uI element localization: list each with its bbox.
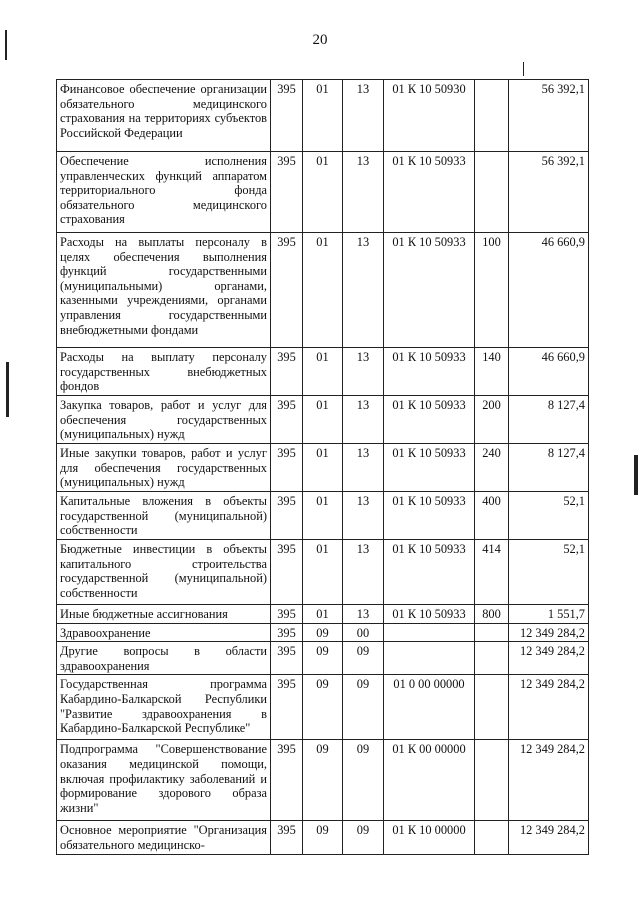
- ministry-code: 395: [271, 396, 303, 444]
- amount: 12 349 284,2: [509, 675, 589, 740]
- subsection-code: 09: [343, 642, 384, 675]
- row-name: Обеспечение исполнения управленческих функций аппаратом территориального фонда обязательного медицинского страхования: [57, 152, 271, 233]
- subsection-code: 13: [343, 152, 384, 233]
- page-number: 20: [312, 32, 328, 48]
- row-name: Здравоохранение: [57, 623, 271, 642]
- amount: 56 392,1: [509, 152, 589, 233]
- subsection-code: 00: [343, 623, 384, 642]
- expense-type-code: 140: [475, 348, 509, 396]
- subsection-code: 13: [343, 492, 384, 540]
- row-name: Подпрограмма "Совершенствование оказания медицинской помощи, включая профилактику заболеваний и формирование здорового образа жизни": [57, 740, 271, 821]
- subsection-code: 13: [343, 348, 384, 396]
- section-code: 09: [303, 821, 343, 854]
- section-code: 09: [303, 675, 343, 740]
- target-article-code: [384, 623, 475, 642]
- ministry-code: 395: [271, 444, 303, 492]
- amount: 52,1: [509, 492, 589, 540]
- ministry-code: 395: [271, 540, 303, 605]
- target-article-code: 01 К 10 50933: [384, 396, 475, 444]
- section-code: 09: [303, 642, 343, 675]
- budget-table: [56, 79, 589, 855]
- row-name: Расходы на выплату персоналу государственных внебюджетных фондов: [57, 348, 271, 396]
- ministry-code: 395: [271, 152, 303, 233]
- row-name: Иные бюджетные ассигнования: [57, 605, 271, 624]
- amount: 56 392,1: [509, 80, 589, 152]
- target-article-code: 01 К 10 50933: [384, 605, 475, 624]
- table-row: [57, 740, 589, 821]
- amount: 12 349 284,2: [509, 623, 589, 642]
- amount: 12 349 284,2: [509, 821, 589, 854]
- target-article-code: 01 К 00 00000: [384, 740, 475, 821]
- section-code: 09: [303, 740, 343, 821]
- amount: 8 127,4: [509, 396, 589, 444]
- ministry-code: 395: [271, 675, 303, 740]
- scan-mark: [6, 362, 9, 417]
- row-name: Иные закупки товаров, работ и услуг для обеспечения государственных (муниципальных) нужд: [57, 444, 271, 492]
- ministry-code: 395: [271, 348, 303, 396]
- row-name: Основное мероприятие "Организация обязательного медицинско-: [57, 821, 271, 854]
- row-name: Финансовое обеспечение организации обязательного медицинского страхования на территориях субъектов Российской Федерации: [57, 80, 271, 152]
- ministry-code: 395: [271, 623, 303, 642]
- expense-type-code: 100: [475, 233, 509, 348]
- section-code: 09: [303, 623, 343, 642]
- expense-type-code: [475, 642, 509, 675]
- row-name: Государственная программа Кабардино-Балкарской Республики "Развитие здравоохранения в Кабардино-Балкарской Республике": [57, 675, 271, 740]
- section-code: 01: [303, 348, 343, 396]
- subsection-code: 13: [343, 605, 384, 624]
- table-row: [57, 492, 589, 540]
- row-name: Другие вопросы в области здравоохранения: [57, 642, 271, 675]
- row-name: Закупка товаров, работ и услуг для обеспечения государственных (муниципальных) нужд: [57, 396, 271, 444]
- target-article-code: 01 К 10 50933: [384, 152, 475, 233]
- table-row: [57, 80, 589, 152]
- subsection-code: 09: [343, 821, 384, 854]
- target-article-code: 01 К 10 50933: [384, 540, 475, 605]
- table-row: [57, 821, 589, 854]
- target-article-code: 01 К 10 50933: [384, 233, 475, 348]
- subsection-code: 09: [343, 740, 384, 821]
- expense-type-code: [475, 740, 509, 821]
- subsection-code: 13: [343, 233, 384, 348]
- subsection-code: 13: [343, 444, 384, 492]
- amount: 12 349 284,2: [509, 642, 589, 675]
- target-article-code: [384, 642, 475, 675]
- section-code: 01: [303, 233, 343, 348]
- table-row: [57, 675, 589, 740]
- table-row: [57, 444, 589, 492]
- target-article-code: 01 К 10 50930: [384, 80, 475, 152]
- amount: 8 127,4: [509, 444, 589, 492]
- table-row: [57, 396, 589, 444]
- amount: 46 660,9: [509, 348, 589, 396]
- scan-mark: [5, 30, 7, 60]
- section-code: 01: [303, 540, 343, 605]
- subsection-code: 13: [343, 80, 384, 152]
- scan-mark: [634, 455, 638, 495]
- expense-type-code: 400: [475, 492, 509, 540]
- table-row: [57, 623, 589, 642]
- target-article-code: 01 К 10 00000: [384, 821, 475, 854]
- expense-type-code: 200: [475, 396, 509, 444]
- expense-type-code: [475, 821, 509, 854]
- scan-mark: [523, 62, 524, 76]
- ministry-code: 395: [271, 80, 303, 152]
- target-article-code: 01 0 00 00000: [384, 675, 475, 740]
- section-code: 01: [303, 80, 343, 152]
- target-article-code: 01 К 10 50933: [384, 348, 475, 396]
- expense-type-code: 240: [475, 444, 509, 492]
- expense-type-code: [475, 80, 509, 152]
- amount: 1 551,7: [509, 605, 589, 624]
- target-article-code: 01 К 10 50933: [384, 444, 475, 492]
- expense-type-code: 800: [475, 605, 509, 624]
- ministry-code: 395: [271, 233, 303, 348]
- row-name: Расходы на выплаты персоналу в целях обеспечения выполнения функций государственными (муниципальными) органами, казенными учреждениями, органами управления государственными внебюджетными фондами: [57, 233, 271, 348]
- ministry-code: 395: [271, 642, 303, 675]
- table-row: [57, 642, 589, 675]
- ministry-code: 395: [271, 821, 303, 854]
- subsection-code: 13: [343, 540, 384, 605]
- amount: 52,1: [509, 540, 589, 605]
- subsection-code: 13: [343, 396, 384, 444]
- amount: 12 349 284,2: [509, 740, 589, 821]
- table-row: [57, 348, 589, 396]
- section-code: 01: [303, 152, 343, 233]
- table-row: [57, 233, 589, 348]
- table-row: [57, 540, 589, 605]
- expense-type-code: [475, 152, 509, 233]
- expense-type-code: [475, 623, 509, 642]
- ministry-code: 395: [271, 740, 303, 821]
- section-code: 01: [303, 444, 343, 492]
- ministry-code: 395: [271, 605, 303, 624]
- section-code: 01: [303, 605, 343, 624]
- expense-type-code: [475, 675, 509, 740]
- table-row: [57, 605, 589, 624]
- expense-type-code: 414: [475, 540, 509, 605]
- section-code: 01: [303, 492, 343, 540]
- ministry-code: 395: [271, 492, 303, 540]
- section-code: 01: [303, 396, 343, 444]
- subsection-code: 09: [343, 675, 384, 740]
- target-article-code: 01 К 10 50933: [384, 492, 475, 540]
- row-name: Капитальные вложения в объекты государственной (муниципальной) собственности: [57, 492, 271, 540]
- amount: 46 660,9: [509, 233, 589, 348]
- table-row: [57, 152, 589, 233]
- row-name: Бюджетные инвестиции в объекты капитального строительства государственной (муниципальной) собственности: [57, 540, 271, 605]
